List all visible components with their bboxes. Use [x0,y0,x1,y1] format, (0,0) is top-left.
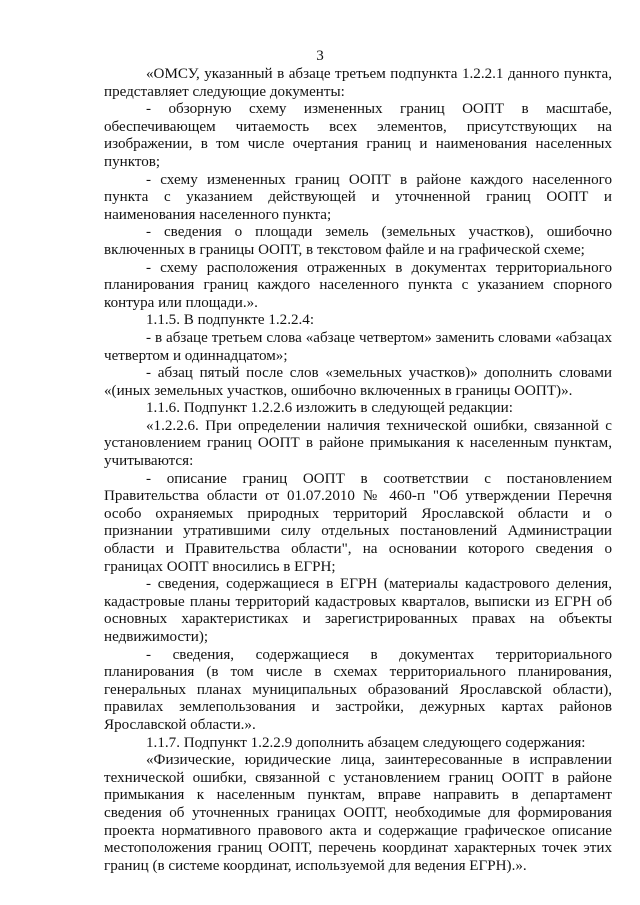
list-item: - сведения, содержащиеся в документах территориального планирования (в том числе в схемах территориального планирования, генеральных планах муниципальных образований Ярославской области), правилах землепользования и застройки, дежурных картах районов Ярославской области.». [104,646,612,733]
section-heading: 1.1.5. В подпункте 1.2.2.4: [146,312,315,329]
section-heading: 1.1.7. Подпункт 1.2.2.9 дополнить абзацем следующего содержания: [146,734,586,751]
list-item: - сведения, содержащиеся в ЕГРН (материалы кадастрового деления, кадастровые планы территорий кадастровых кварталов, выписки из ЕГРН об основных характеристиках и зарегистрированных правах на объекты недвижимости); [104,576,612,645]
list-item: - абзац пятый после слов «земельных участков)» дополнить словами «(иных земельных участков, ошибочно включенных в границы ООПТ)». [104,365,612,399]
paragraph: «ОМСУ, указанный в абзаце третьем подпункта 1.2.2.1 данного пункта, представляет следующие документы: [104,66,612,100]
paragraph: «1.2.2.6. При определении наличия технической ошибки, связанной с установлением границ ООПТ в районе примыкания к населенным пунктам, учитываются: [104,417,612,470]
paragraph: «Физические, юридические лица, заинтересованные в исправлении технической ошибки, связанной с установлением границ ООПТ в районе примыкания к населенным пунктам, вправе направить в департамент сведения об уточненных границах ООПТ, необходимые для формирования проекта нормативного правового акта и содержащие графическое описание местоположения границ ООПТ, перечень координат характерных точек этих границ (в системе координат, используемой для ведения ЕГРН).». [104,752,612,874]
list-item: - сведения о площади земель (земельных участков), ошибочно включенных в границы ООПТ, в текстовом файле и на графической схеме; [104,224,612,258]
page-number: 3 [316,48,324,64]
list-item: - обзорную схему измененных границ ООПТ в масштабе, обеспечивающем читаемость всех элементов, присутствующих на изображении, в том числе очертания границ и наименования населенных пунктов; [104,101,612,170]
list-item: - схему измененных границ ООПТ в районе каждого населенного пункта с указанием действующей и уточненной границ ООПТ и наименования населенного пункта; [104,171,612,223]
list-item: - в абзаце третьем слова «абзаце четвертом» заменить словами «абзацах четвертом и одиннадцатом»; [104,329,612,364]
section-heading: 1.1.6. Подпункт 1.2.2.6 изложить в следующей редакции: [146,400,513,417]
list-item: - схему расположения отраженных в документах территориального планирования границ каждого населенного пункта с указанием спорного контура или площади.». [104,259,612,311]
document-body [104,66,612,875]
list-item: - описание границ ООПТ в соответствии с постановлением Правительства области от 01.07.2010 № 460-п "Об утверждении Перечня особо охраняемых природных территорий Ярославской области и о признании утратившими силу отдельных постановлений Администрации области и Правительства области", на основании которого сведения о границах ООПТ вносились в ЕГРН; [104,470,612,575]
